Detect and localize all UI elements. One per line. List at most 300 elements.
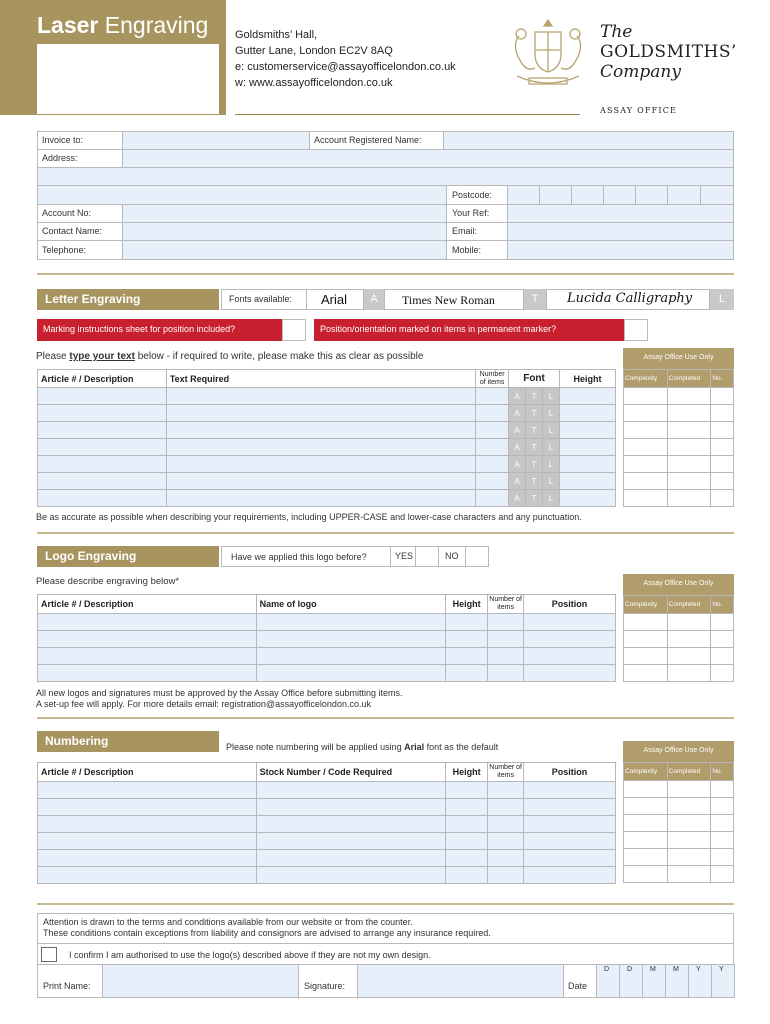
- height-input[interactable]: [446, 816, 488, 833]
- stock-number-input[interactable]: [256, 816, 446, 833]
- number-items-input[interactable]: [488, 850, 524, 867]
- your-ref-label: Your Ref:: [452, 208, 490, 218]
- number-items-input[interactable]: [488, 816, 524, 833]
- ao-cell: [624, 388, 668, 405]
- ao-cell: [667, 798, 711, 815]
- position-input[interactable]: [524, 850, 616, 867]
- instruction-emph: type your text: [69, 351, 135, 362]
- font-code-2[interactable]: L: [543, 405, 560, 422]
- col-height: Height: [560, 370, 616, 388]
- no-checkbox[interactable]: [465, 546, 489, 567]
- ao-cell: [711, 798, 734, 815]
- ao-cell: [711, 849, 734, 866]
- number-items-input[interactable]: [476, 490, 509, 507]
- text-required-input[interactable]: [166, 439, 475, 456]
- postcode-box-7[interactable]: [700, 185, 734, 205]
- ao-row: [624, 439, 734, 456]
- ao-cell: [624, 631, 668, 648]
- ao-row: [624, 422, 734, 439]
- ao-row: [624, 648, 734, 665]
- logo-row: [38, 648, 616, 665]
- postcode-label: Postcode:: [452, 190, 493, 200]
- ao-cell: [624, 798, 668, 815]
- article-input[interactable]: [38, 665, 257, 682]
- logo-col-article: Article # / Description: [38, 595, 257, 614]
- text-required-input[interactable]: [166, 456, 475, 473]
- yes-label: YES: [395, 551, 414, 561]
- font-code-2[interactable]: L: [543, 490, 560, 507]
- text-required-input[interactable]: [166, 388, 475, 405]
- font-code-1[interactable]: T: [526, 439, 543, 456]
- stock-number-input[interactable]: [256, 833, 446, 850]
- terms-line-1: Attention is drawn to the terms and conditions available from our website or from the counter.: [43, 917, 413, 927]
- font-code-2[interactable]: L: [543, 473, 560, 490]
- height-input[interactable]: [446, 799, 488, 816]
- font-code-0[interactable]: A: [509, 456, 526, 473]
- text-required-input[interactable]: [166, 490, 475, 507]
- numbering-rows: [38, 782, 616, 884]
- ao-cell: [667, 648, 711, 665]
- ao-row: [624, 473, 734, 490]
- letter-row: [38, 422, 616, 439]
- ao-cell: [624, 614, 668, 631]
- ao-cell: [624, 422, 668, 439]
- font-code-1[interactable]: T: [526, 456, 543, 473]
- font-code-0[interactable]: A: [509, 405, 526, 422]
- font-code-2[interactable]: L: [543, 388, 560, 405]
- letter-row: [38, 490, 616, 507]
- height-input[interactable]: [560, 490, 616, 507]
- ao-cell: [667, 665, 711, 682]
- article-input[interactable]: [38, 422, 167, 439]
- font-code-0[interactable]: A: [509, 422, 526, 439]
- terms-line-2: These conditions contain exceptions from liability and consignors are advised to arrange any insurance required.: [43, 928, 491, 938]
- number-items-input[interactable]: [488, 665, 524, 682]
- ao-cell: [711, 832, 734, 849]
- font-code-2[interactable]: L: [543, 422, 560, 439]
- ao-complexity: Complexity: [624, 596, 668, 614]
- numbering-title: Numbering: [37, 731, 219, 752]
- position-input[interactable]: [524, 799, 616, 816]
- mobile-input[interactable]: [507, 240, 734, 260]
- numbering-row: [38, 816, 616, 833]
- number-items-input[interactable]: [488, 782, 524, 799]
- font-code-1[interactable]: T: [526, 473, 543, 490]
- address-input-2[interactable]: [37, 167, 734, 186]
- position-input[interactable]: [524, 614, 616, 631]
- logo-wordmark: [600, 22, 737, 82]
- position-input[interactable]: [524, 631, 616, 648]
- numbering-note: [226, 742, 498, 752]
- position-input[interactable]: [524, 665, 616, 682]
- web-line: w: www.assayofficelondon.co.uk: [235, 77, 393, 89]
- ao-row: [624, 456, 734, 473]
- letter-row: [38, 473, 616, 490]
- numbering-row: [38, 799, 616, 816]
- ao-row: [624, 866, 734, 883]
- number-items-input[interactable]: [488, 833, 524, 850]
- ao-cell: [711, 815, 734, 832]
- letter-engraving-table: [37, 369, 616, 507]
- assay-use-title-letter: Assay Office Use Only: [623, 348, 734, 369]
- article-input[interactable]: [38, 405, 167, 422]
- font-times-code: T: [524, 289, 546, 310]
- font-code-1[interactable]: T: [526, 490, 543, 507]
- assay-use-table-numbering: [623, 762, 734, 883]
- number-items-input[interactable]: [476, 388, 509, 405]
- ao-cell: [667, 405, 711, 422]
- stock-number-input[interactable]: [256, 799, 446, 816]
- number-items-input[interactable]: [488, 867, 524, 884]
- logo-note-1: All new logos and signatures must be approved by the Assay Office before submitting items.: [36, 688, 403, 698]
- instruction-post: below - if required to write, please make this as clear as possible: [137, 351, 424, 362]
- ao-cell: [711, 648, 734, 665]
- number-items-input[interactable]: [476, 405, 509, 422]
- article-input[interactable]: [38, 782, 257, 799]
- logo-note-2: A set-up fee will apply. For more details email: registration@assayofficelondon.co.uk: [36, 699, 371, 709]
- article-input[interactable]: [38, 456, 167, 473]
- logo-row: [38, 665, 616, 682]
- ao-cell: [711, 781, 734, 798]
- position-marked-checkbox[interactable]: [624, 319, 648, 341]
- numbering-row: [38, 782, 616, 799]
- article-input[interactable]: [38, 388, 167, 405]
- height-input[interactable]: [446, 665, 488, 682]
- address-label: Address:: [42, 153, 78, 163]
- position-input[interactable]: [524, 867, 616, 884]
- ao-no: No.: [711, 596, 734, 614]
- font-code-1[interactable]: T: [526, 422, 543, 439]
- assay-use-title-numbering: Assay Office Use Only: [623, 741, 734, 762]
- ao-complexity: Complexity: [624, 370, 668, 388]
- ao-row: [624, 631, 734, 648]
- numbering-row: [38, 867, 616, 884]
- ao-cell: [711, 631, 734, 648]
- position-input[interactable]: [524, 648, 616, 665]
- ao-completed: Completed: [667, 763, 711, 781]
- number-items-input[interactable]: [488, 799, 524, 816]
- number-items-input[interactable]: [476, 456, 509, 473]
- email-line: e: customerservice@assayofficelondon.co.uk: [235, 61, 456, 73]
- account-no-input[interactable]: [122, 204, 447, 223]
- height-input[interactable]: [560, 405, 616, 422]
- date-label: Date: [568, 981, 588, 991]
- height-input[interactable]: [560, 456, 616, 473]
- letter-row: [38, 439, 616, 456]
- height-input[interactable]: [560, 439, 616, 456]
- stock-number-input[interactable]: [256, 867, 446, 884]
- ao-cell: [711, 439, 734, 456]
- height-input[interactable]: [446, 782, 488, 799]
- height-input[interactable]: [560, 422, 616, 439]
- ao-cell: [667, 614, 711, 631]
- signature-label: Signature:: [304, 981, 346, 991]
- ao-cell: [711, 388, 734, 405]
- ao-row: [624, 832, 734, 849]
- email-input[interactable]: [507, 222, 734, 241]
- ao-letter-rows: [624, 388, 734, 507]
- ao-cell: [624, 648, 668, 665]
- font-lucida-code: L: [710, 289, 734, 310]
- font-code-1[interactable]: T: [526, 388, 543, 405]
- page-title-bold: Laser: [37, 12, 99, 38]
- logo-company: Company: [600, 62, 681, 82]
- address-line2: Gutter Lane, London EC2V 8AQ: [235, 45, 393, 57]
- ao-cell: [624, 490, 668, 507]
- header-white-box: [37, 44, 219, 114]
- ao-cell: [667, 849, 711, 866]
- article-input[interactable]: [38, 614, 257, 631]
- postcode-box-4[interactable]: [603, 185, 636, 205]
- number-items-input[interactable]: [476, 422, 509, 439]
- article-input[interactable]: [38, 867, 257, 884]
- position-input[interactable]: [524, 816, 616, 833]
- ao-cell: [667, 490, 711, 507]
- telephone-label: Telephone:: [42, 245, 87, 255]
- ao-cell: [624, 849, 668, 866]
- ao-cell: [711, 456, 734, 473]
- ao-numbering-rows: [624, 781, 734, 883]
- address-block: [235, 27, 456, 91]
- postcode-box-5[interactable]: [635, 185, 668, 205]
- logo-rows: [38, 614, 616, 682]
- ao-cell: [624, 781, 668, 798]
- date-letter: M: [650, 966, 656, 973]
- ao-row: [624, 388, 734, 405]
- font-code-0[interactable]: A: [509, 388, 526, 405]
- article-input[interactable]: [38, 799, 257, 816]
- article-input[interactable]: [38, 648, 257, 665]
- ao-logo-rows: [624, 614, 734, 682]
- instruction-pre: Please: [36, 351, 67, 362]
- account-registered-name-input[interactable]: [443, 131, 734, 150]
- font-code-0[interactable]: A: [509, 439, 526, 456]
- ao-cell: [711, 665, 734, 682]
- invoice-to-input[interactable]: [122, 131, 310, 150]
- ao-row: [624, 665, 734, 682]
- ao-row: [624, 490, 734, 507]
- postcode-box-2[interactable]: [539, 185, 572, 205]
- logo-name: GOLDSMITHS’: [600, 42, 737, 62]
- date-letter: D: [604, 966, 610, 973]
- article-input[interactable]: [38, 473, 167, 490]
- page-title-light: Engraving: [104, 12, 209, 38]
- font-times-label: Times New Roman: [402, 293, 495, 307]
- ao-cell: [711, 866, 734, 883]
- type-text-instruction: [36, 351, 423, 362]
- ao-complexity: Complexity: [624, 763, 668, 781]
- postcode-box-1[interactable]: [507, 185, 540, 205]
- print-name-input[interactable]: [102, 964, 299, 998]
- assay-office-label: ASSAY OFFICE: [600, 106, 678, 115]
- col-article: Article # / Description: [38, 370, 167, 388]
- num-col-stock: Stock Number / Code Required: [256, 763, 446, 782]
- letter-engraving-title: Letter Engraving: [37, 289, 219, 310]
- font-code-1[interactable]: T: [526, 405, 543, 422]
- ao-row: [624, 849, 734, 866]
- position-marked-question: Position/orientation marked on items in permanent marker?: [314, 319, 624, 341]
- address-input-1[interactable]: [122, 149, 734, 168]
- ao-cell: [667, 781, 711, 798]
- divider-1: [37, 273, 734, 275]
- text-required-input[interactable]: [166, 422, 475, 439]
- ao-cell: [711, 614, 734, 631]
- describe-engraving-label: Please describe engraving below*: [36, 576, 180, 587]
- letter-row: [38, 405, 616, 422]
- assay-use-table-logo: [623, 595, 734, 682]
- terms-text: [43, 917, 491, 939]
- num-col-position: Position: [524, 763, 616, 782]
- ao-cell: [624, 866, 668, 883]
- telephone-input[interactable]: [122, 240, 447, 260]
- ao-cell: [667, 815, 711, 832]
- height-input[interactable]: [446, 648, 488, 665]
- date-letter: Y: [696, 966, 701, 973]
- yes-checkbox[interactable]: [415, 546, 439, 567]
- font-arial-code: A: [364, 289, 384, 310]
- number-items-input[interactable]: [488, 614, 524, 631]
- ao-cell: [667, 422, 711, 439]
- col-font: Font: [509, 370, 560, 388]
- height-input[interactable]: [446, 631, 488, 648]
- ao-cell: [667, 388, 711, 405]
- article-input[interactable]: [38, 631, 257, 648]
- logo-engraving-title: Logo Engraving: [37, 546, 219, 567]
- ao-cell: [667, 473, 711, 490]
- header-rule: [235, 114, 580, 115]
- address-line1: Goldsmiths’ Hall,: [235, 29, 318, 41]
- email-label: Email:: [452, 226, 478, 236]
- number-items-input[interactable]: [488, 648, 524, 665]
- number-items-input[interactable]: [476, 473, 509, 490]
- postcode-box-3[interactable]: [571, 185, 604, 205]
- height-input[interactable]: [446, 833, 488, 850]
- ao-completed: Completed: [667, 370, 711, 388]
- logo-name-input[interactable]: [256, 665, 446, 682]
- ao-row: [624, 405, 734, 422]
- col-number-items: Number of items: [476, 370, 509, 388]
- font-lucida-label: Lucida Calligraphy: [567, 291, 693, 306]
- date-letter: M: [673, 966, 679, 973]
- date-letter: Y: [719, 966, 724, 973]
- numbering-row: [38, 850, 616, 867]
- logo-name-input[interactable]: [256, 614, 446, 631]
- height-input[interactable]: [446, 867, 488, 884]
- logo-approval-note: [36, 688, 403, 710]
- number-items-input[interactable]: [476, 439, 509, 456]
- col-text-required: Text Required: [166, 370, 475, 388]
- text-required-input[interactable]: [166, 473, 475, 490]
- font-code-0[interactable]: A: [509, 490, 526, 507]
- ao-cell: [624, 405, 668, 422]
- confirm-checkbox[interactable]: [41, 947, 57, 962]
- article-input[interactable]: [38, 816, 257, 833]
- logo-col-name: Name of logo: [256, 595, 446, 614]
- ao-cell: [624, 665, 668, 682]
- ao-cell: [667, 832, 711, 849]
- ao-cell: [711, 490, 734, 507]
- invoice-to-label: Invoice to:: [42, 135, 84, 145]
- ao-no: No.: [711, 763, 734, 781]
- no-label: NO: [445, 551, 459, 561]
- height-input[interactable]: [560, 473, 616, 490]
- height-input[interactable]: [446, 850, 488, 867]
- marking-sheet-checkbox[interactable]: [282, 319, 306, 341]
- ao-cell: [667, 631, 711, 648]
- assay-use-title-logo: Assay Office Use Only: [623, 574, 734, 595]
- letter-rows: [38, 388, 616, 507]
- font-code-0[interactable]: A: [509, 473, 526, 490]
- text-required-input[interactable]: [166, 405, 475, 422]
- logo-col-height: Height: [446, 595, 488, 614]
- ao-cell: [624, 456, 668, 473]
- article-input[interactable]: [38, 850, 257, 867]
- ao-cell: [667, 866, 711, 883]
- contact-name-label: Contact Name:: [42, 226, 103, 236]
- your-ref-input[interactable]: [507, 204, 734, 223]
- postcode-box-6[interactable]: [667, 185, 701, 205]
- contact-name-input[interactable]: [122, 222, 447, 241]
- numbering-note-pre: Please note numbering will be applied using: [226, 742, 402, 752]
- stock-number-input[interactable]: [256, 782, 446, 799]
- account-registered-name-label: Account Registered Name:: [314, 135, 422, 145]
- logo-col-number: Number of items: [488, 595, 524, 614]
- ao-row: [624, 815, 734, 832]
- article-input[interactable]: [38, 833, 257, 850]
- ao-completed: Completed: [667, 596, 711, 614]
- font-code-2[interactable]: L: [543, 456, 560, 473]
- font-code-2[interactable]: L: [543, 439, 560, 456]
- ao-cell: [624, 815, 668, 832]
- ao-no: No.: [711, 370, 734, 388]
- divider-3: [37, 717, 734, 719]
- account-no-label: Account No:: [42, 208, 92, 218]
- num-col-article: Article # / Description: [38, 763, 257, 782]
- signature-input[interactable]: [357, 964, 564, 998]
- logo-name-input[interactable]: [256, 648, 446, 665]
- height-input[interactable]: [446, 614, 488, 631]
- stock-number-input[interactable]: [256, 850, 446, 867]
- logo-name-input[interactable]: [256, 631, 446, 648]
- numbering-table: [37, 762, 616, 884]
- article-input[interactable]: [38, 490, 167, 507]
- position-input[interactable]: [524, 782, 616, 799]
- address-input-3[interactable]: [37, 185, 447, 205]
- number-items-input[interactable]: [488, 631, 524, 648]
- letter-accuracy-note: Be as accurate as possible when describing your requirements, including UPPER-CASE and lower-case characters and any punctuation.: [36, 512, 582, 522]
- numbering-row: [38, 833, 616, 850]
- ao-cell: [711, 405, 734, 422]
- ao-row: [624, 798, 734, 815]
- divider-2: [37, 532, 734, 534]
- numbering-note-post: font as the default: [426, 742, 499, 752]
- goldsmiths-crest-icon: [505, 16, 591, 92]
- page-title: [37, 12, 208, 39]
- num-col-height: Height: [446, 763, 488, 782]
- marking-sheet-question: Marking instructions sheet for position included?: [37, 319, 282, 341]
- height-input[interactable]: [560, 388, 616, 405]
- date-letter: D: [627, 966, 633, 973]
- ao-cell: [624, 439, 668, 456]
- ao-cell: [624, 832, 668, 849]
- article-input[interactable]: [38, 439, 167, 456]
- position-input[interactable]: [524, 833, 616, 850]
- font-arial-label: Arial: [321, 292, 348, 307]
- logo-row: [38, 631, 616, 648]
- letter-row: [38, 456, 616, 473]
- confirm-text: I confirm I am authorised to use the logo(s) described above if they are not my own design.: [69, 950, 431, 960]
- ao-cell: [667, 439, 711, 456]
